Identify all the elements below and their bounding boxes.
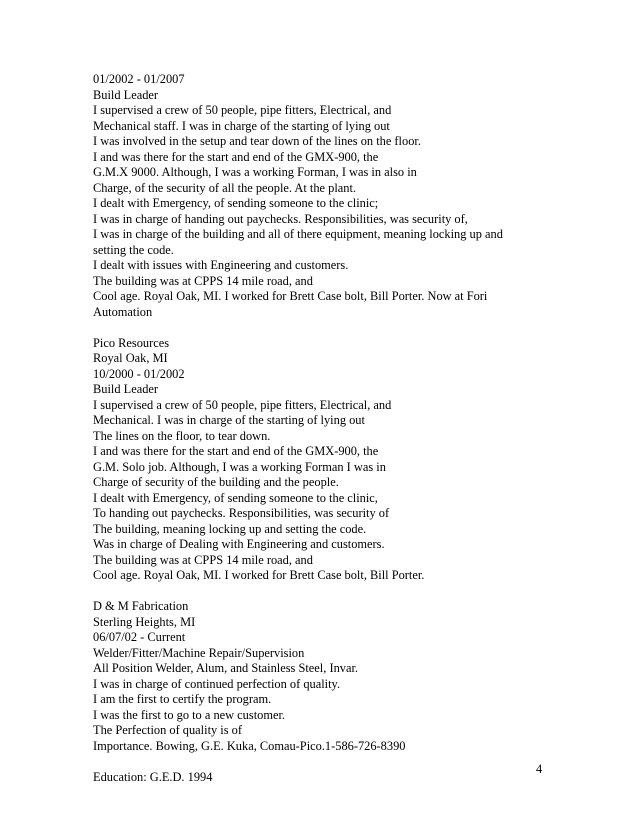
description-line: To handing out paychecks. Responsibilities, was security of bbox=[93, 506, 390, 520]
description-line: I supervised a crew of 50 people, pipe fitters, Electrical, and bbox=[93, 103, 392, 117]
description-line: I and was there for the start and end of the GMX-900, the bbox=[93, 149, 379, 164]
education-line: Education: G.E.D. 1994 bbox=[93, 769, 213, 784]
section-spacer bbox=[93, 584, 563, 600]
job-block-pico-resources bbox=[93, 336, 563, 584]
section-spacer bbox=[93, 320, 563, 336]
description-line: Mechanical. I was in charge of the starting of lying out bbox=[93, 413, 365, 427]
description-line: Automation bbox=[93, 304, 153, 319]
description-line: The lines on the floor, to tear down. bbox=[93, 428, 271, 443]
page-number: 4 bbox=[536, 762, 543, 776]
description-line: The building was at CPPS 14 mile road, and bbox=[93, 273, 313, 288]
description-line: The building, meaning locking up and setting the code. bbox=[93, 521, 367, 536]
description-line: The Perfection of quality is of bbox=[93, 723, 242, 737]
description-line: Mechanical staff. I was in charge of the starting of lying out bbox=[93, 118, 390, 133]
description-line: I was in charge of handing out paychecks. Responsibilities, was security of, bbox=[93, 211, 468, 226]
description-line: setting the code. bbox=[93, 242, 174, 257]
description-line: Cool age. Royal Oak, MI. I worked for Brett Case bolt, Bill Porter. bbox=[93, 568, 425, 582]
description-line: I was in charge of the building and all of there equipment, meaning locking up and bbox=[93, 227, 503, 241]
description-line: Cool age. Royal Oak, MI. I worked for Brett Case bolt, Bill Porter. Now at Fori bbox=[93, 289, 488, 303]
date-range: 06/07/02 - Current bbox=[93, 630, 186, 644]
resume-body bbox=[93, 72, 563, 785]
description-line: I am the first to certify the program. bbox=[93, 692, 272, 706]
section-spacer bbox=[93, 754, 563, 770]
employer-location: Sterling Heights, MI bbox=[93, 614, 196, 629]
description-line: I was the first to go to a new customer. bbox=[93, 707, 286, 722]
education-block bbox=[93, 770, 563, 786]
description-line: I dealt with issues with Engineering and customers. bbox=[93, 258, 349, 272]
job-title: Build Leader bbox=[93, 382, 159, 396]
job-title: Welder/Fitter/Machine Repair/Supervision bbox=[93, 645, 305, 660]
description-line: Was in charge of Dealing with Engineering and customers. bbox=[93, 537, 385, 551]
description-line: I was in charge of continued perfection of quality. bbox=[93, 676, 341, 691]
description-line: Charge, of the security of all the people. At the plant. bbox=[93, 180, 356, 195]
job-block-dm-fabrication bbox=[93, 599, 563, 754]
description-line: G.M.X 9000. Although, I was a working Forman, I was in also in bbox=[93, 165, 417, 179]
date-range: 10/2000 - 01/2002 bbox=[93, 366, 185, 381]
description-line: I and was there for the start and end of the GMX-900, the bbox=[93, 444, 379, 458]
description-line: I dealt with Emergency, of sending someone to the clinic; bbox=[93, 196, 379, 210]
description-line: Charge of security of the building and the people. bbox=[93, 475, 339, 489]
description-line: The building was at CPPS 14 mile road, and bbox=[93, 552, 313, 567]
employer-name: Pico Resources bbox=[93, 335, 170, 350]
description-line: All Position Welder, Alum, and Stainless Steel, Invar. bbox=[93, 661, 358, 675]
description-line: G.M. Solo job. Although, I was a working Forman I was in bbox=[93, 459, 386, 474]
date-range: 01/2002 - 01/2007 bbox=[93, 72, 185, 86]
job-title: Build Leader bbox=[93, 87, 159, 102]
employer-location: Royal Oak, MI bbox=[93, 351, 168, 365]
description-line: I dealt with Emergency, of sending someone to the clinic, bbox=[93, 490, 378, 505]
description-line: I supervised a crew of 50 people, pipe fitters, Electrical, and bbox=[93, 397, 392, 412]
employer-name: D & M Fabrication bbox=[93, 599, 189, 613]
description-line: I was involved in the setup and tear down of the lines on the floor. bbox=[93, 134, 421, 148]
job-block-build-leader-2002 bbox=[93, 72, 563, 320]
description-line: Importance. Bowing, G.E. Kuka, Comau-Pico.1-586-726-8390 bbox=[93, 738, 406, 753]
